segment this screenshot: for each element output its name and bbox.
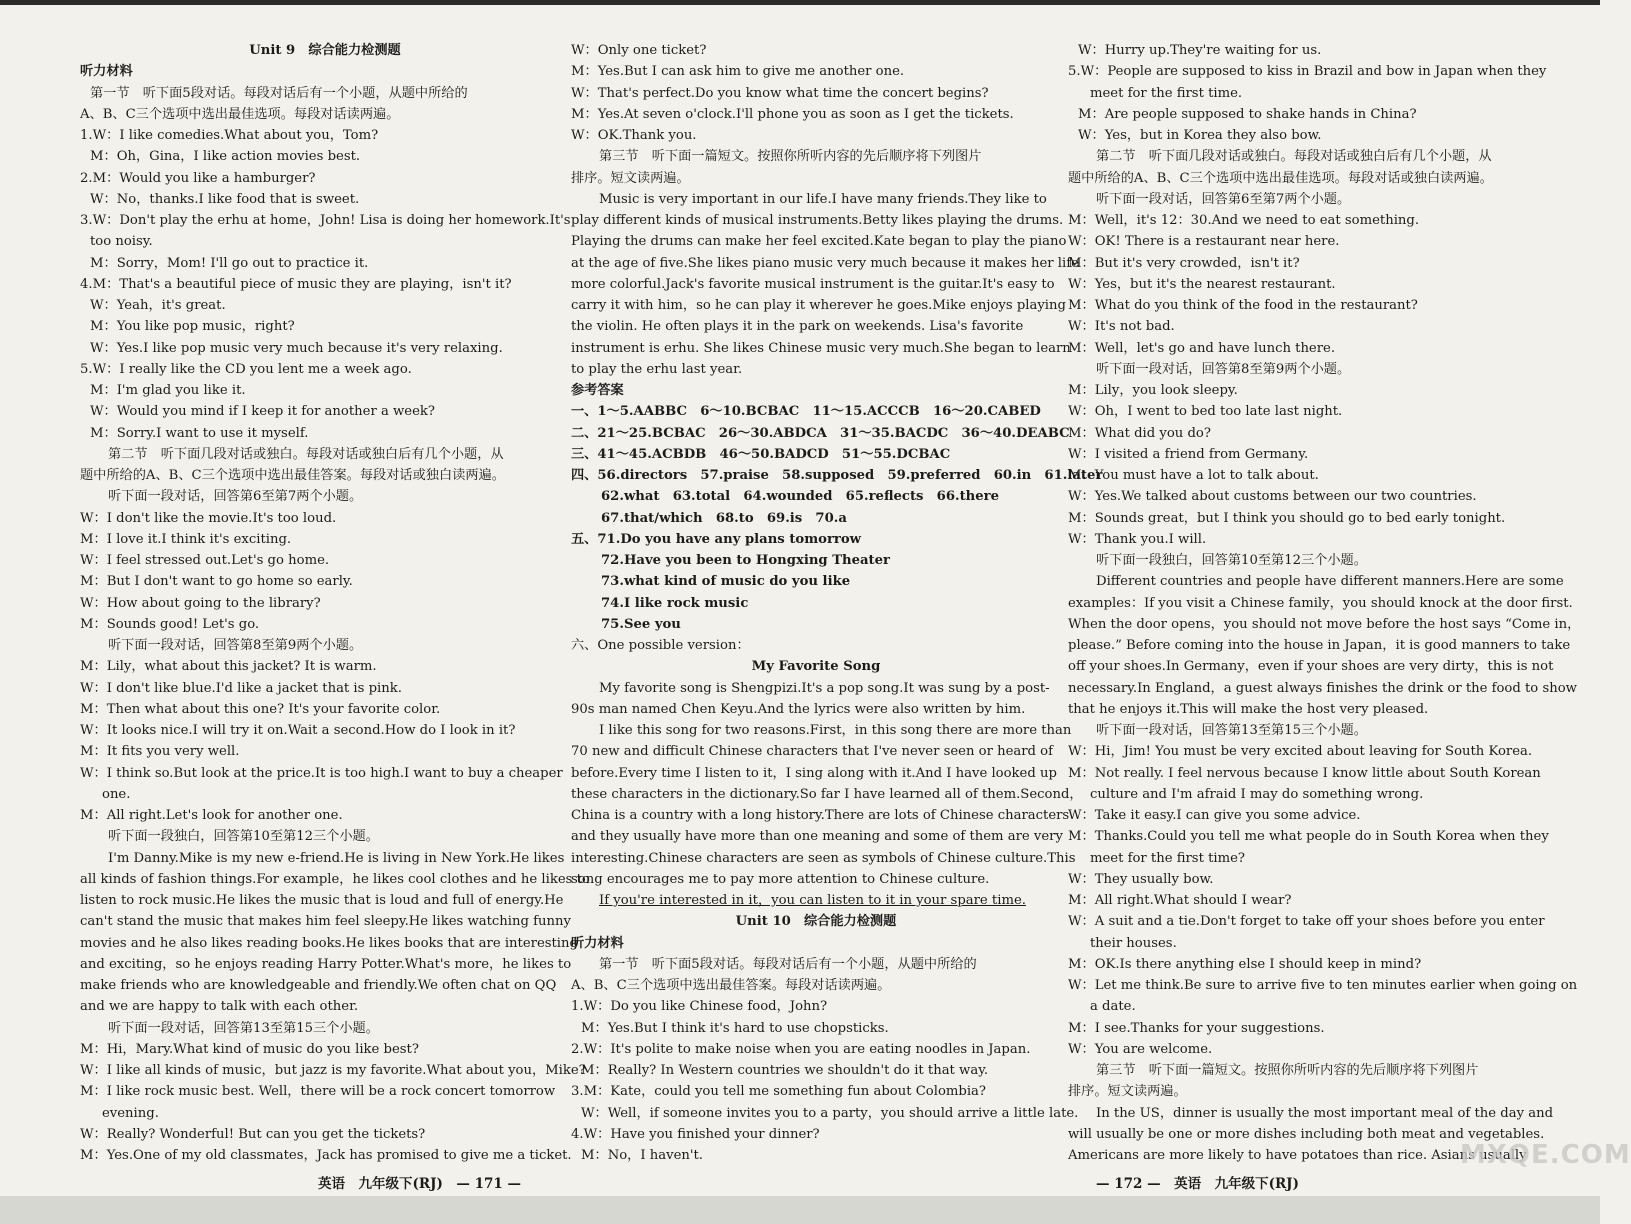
text-line: 5.W：People are supposed to kiss in Brazil and bow in Japan when they xyxy=(1068,64,1547,80)
text-line: China is a country with a long history.There are lots of Chinese characters xyxy=(571,808,1070,823)
text-line: 听下面一段独白，回答第10至第12三个小题。 xyxy=(1096,553,1367,568)
text-line: evening. xyxy=(102,1105,159,1121)
text-line: In the US，dinner is usually the most important meal of the day and xyxy=(1096,1105,1554,1121)
text-line: W：They usually bow. xyxy=(1068,871,1214,887)
scan-edge-bottom xyxy=(0,1196,1600,1224)
text-line: before.Every time I listen to it，I sing along with it.And I have looked up xyxy=(571,765,1057,781)
text-line: W：Yeah，it's great. xyxy=(90,298,226,313)
text-line: M：I love it.I think it's exciting. xyxy=(80,531,292,547)
text-line: M：OK.Is there anything else I should keep in mind? xyxy=(1068,956,1422,972)
text-line: W：Would you mind if I keep it for another a week? xyxy=(90,404,435,420)
text-line: My favorite song is Shengpizi.It's a pop song.It was sung by a post- xyxy=(599,680,1050,696)
text-line: necessary.In England，a guest always finishes the drink or the food to show xyxy=(1068,680,1577,696)
text-line: play different kinds of musical instruments.Betty likes playing the drums. xyxy=(571,213,1064,228)
text-line: W：It looks nice.I will try it on.Wait a second.How do I look in it? xyxy=(80,723,516,738)
text-line: 3.M：Kate，could you tell me something fun about Colombia? xyxy=(571,1084,986,1100)
text-line: M：I like rock music best. Well，there will be a rock concert tomorrow xyxy=(80,1084,556,1100)
footer-left: 英语 九年级下(RJ) — 171 — xyxy=(318,1176,521,1192)
text-line: 题中所给的A、B、C三个选项中选出最佳答案。每段对话或独白读两遍。 xyxy=(80,468,505,483)
text-line: 3.W：Don't play the erhu at home，John! Lisa is doing her homework.It's xyxy=(80,213,571,228)
text-line: M：Then what about this one? It's your favorite color. xyxy=(80,701,441,717)
text-line: 1.W：Do you like Chinese food，John? xyxy=(571,999,828,1015)
text-line: I'm Danny.Mike is my new e-friend.He is living in New York.He likes xyxy=(108,850,565,866)
text-line: 第二节 听下面几段对话或独白。每段对话或独白后有几个小题，从 xyxy=(1096,149,1492,165)
text-line: W：You are welcome. xyxy=(1068,1041,1213,1057)
text-line: listen to rock music.He likes the music that is loud and full of energy.He xyxy=(80,893,564,908)
text-line: M：What did you do? xyxy=(1068,425,1211,441)
text-line: M：No，I haven't. xyxy=(581,1148,703,1163)
text-line: W：Yes，but in Korea they also bow. xyxy=(1078,128,1322,143)
text-line: too noisy. xyxy=(90,234,153,250)
text-line: 2.W：It's polite to make noise when you are eating noodles in Japan. xyxy=(571,1041,1031,1057)
text-line: 90s man named Chen Keyu.And the lyrics were also written by him. xyxy=(571,701,1026,717)
text-line: examples：If you visit a Chinese family，you should knock at the door first. xyxy=(1068,595,1573,611)
text-line: 听下面一段独白，回答第10至第12三个小题。 xyxy=(108,829,379,845)
text-line: 75.See you xyxy=(601,616,681,632)
text-line: and exciting，so he enjoys reading Harry Potter.What's more，he likes to xyxy=(80,956,572,972)
text-line: more colorful.Jack's favorite musical instrument is the guitar.It's easy to xyxy=(571,276,1055,292)
text-line: Unit 10 综合能力检测题 xyxy=(735,914,897,930)
text-line: W：Yes.I like pop music very much because it's very relaxing. xyxy=(90,340,503,356)
text-line: M：All right.What should I wear? xyxy=(1068,893,1292,908)
text-line: M：All right.Let's look for another one. xyxy=(80,808,343,823)
text-line: 67.that/which 68.to 69.is 70.a xyxy=(601,510,847,526)
text-line: M：Oh，Gina，I like action movies best. xyxy=(90,149,361,165)
text-line: I like this song for two reasons.First，in this song there are more than xyxy=(599,723,1072,738)
text-line: W：No，thanks.I like food that is sweet. xyxy=(90,191,360,207)
text-line: 73.what kind of music do you like xyxy=(601,574,851,590)
text-line: W：How about going to the library? xyxy=(80,595,321,611)
column-left xyxy=(80,40,590,1166)
text-line: M：Really? In Western countries we shouldn't do it that way. xyxy=(581,1063,989,1078)
text-line: their houses. xyxy=(1090,935,1177,951)
text-line: and we are happy to talk with each other. xyxy=(80,999,359,1015)
text-line: meet for the first time. xyxy=(1090,85,1243,101)
text-line: W：Take it easy.I can give you some advice. xyxy=(1068,808,1361,823)
text-line: all kinds of fashion things.For example，he likes cool clothes and he likes to xyxy=(80,871,590,887)
text-line: M：Hi，Mary.What kind of music do you like best? xyxy=(80,1041,419,1057)
text-line: M：What do you think of the food in the restaurant? xyxy=(1068,298,1418,313)
text-line: 听力材料 xyxy=(80,64,133,80)
text-line: M：Well，let's go and have lunch there. xyxy=(1068,340,1336,356)
text-line: W：I visited a friend from Germany. xyxy=(1068,446,1309,462)
text-line: 二、21～25.BCBAC 26～30.ABDCA 31～35.BACDC 36～40.DEABC xyxy=(571,425,1070,441)
text-line: the violin. He often plays it in the park on weekends. Lisa's favorite xyxy=(571,319,1024,335)
text-line: W：It's not bad. xyxy=(1068,319,1175,335)
text-line: Playing the drums can make her feel excited.Kate began to play the piano xyxy=(571,234,1067,250)
text-line: When the door opens，you should not move before the host says “Come in， xyxy=(1068,616,1581,632)
text-line: W：OK.Thank you. xyxy=(571,128,697,143)
text-line: W：Hurry up.They're waiting for us. xyxy=(1078,43,1322,58)
text-line: 2.M：Would you like a hamburger? xyxy=(80,170,316,186)
text-line: can't stand the music that makes him feel sleepy.He likes watching funny xyxy=(80,914,571,930)
text-line: 题中所给的A、B、C三个选项中选出最佳选项。每段对话或独白读两遍。 xyxy=(1068,170,1493,186)
text-line: 五、71.Do you have any plans tomorrow xyxy=(571,531,862,547)
text-line: movies and he also likes reading books.He likes books that are interesting xyxy=(80,935,578,951)
text-line: M：I'm glad you like it. xyxy=(90,383,246,398)
text-line: 听下面一段对话，回答第8至第9两个小题。 xyxy=(1096,361,1351,377)
text-line: If you're interested in it，you can listen to it in your spare time. xyxy=(599,893,1026,908)
text-line: make friends who are knowledgeable and friendly.We often chat on QQ xyxy=(80,978,557,993)
text-line: 听下面一段对话，回答第6至第7两个小题。 xyxy=(1096,191,1351,207)
text-line: M：Yes.But I think it's hard to use chopsticks. xyxy=(581,1020,889,1036)
text-line: 5.W：I really like the CD you lent me a week ago. xyxy=(80,361,412,377)
text-line: W：I think so.But look at the price.It is too high.I want to buy a cheaper xyxy=(80,765,563,781)
text-line: W：I feel stressed out.Let's go home. xyxy=(80,553,330,568)
text-line: 4.M：That's a beautiful piece of music they are playing，isn't it? xyxy=(80,276,512,292)
text-line: 听下面一段对话，回答第8至第9两个小题。 xyxy=(108,638,363,653)
text-line: 四、56.directors 57.praise 58.supposed 59.preferred 60.in 61.later xyxy=(571,468,1103,483)
text-line: W：I don't like the movie.It's too loud. xyxy=(80,510,337,526)
text-line: W：Oh，I went to bed too late last night. xyxy=(1068,404,1343,420)
text-line: song encourages me to pay more attention to Chinese culture. xyxy=(571,871,990,887)
column-middle xyxy=(571,40,1103,1166)
text-line: M：Well，it's 12：30.And we need to eat something. xyxy=(1068,213,1420,228)
text-line: W：That's perfect.Do you know what time the concert begins? xyxy=(571,85,989,101)
text-line: Music is very important in our life.I have many friends.They like to xyxy=(599,191,1047,207)
text-line: M：But it's very crowded，isn't it? xyxy=(1068,255,1300,271)
scan-edge-top xyxy=(0,0,1600,5)
text-line: 第一节 听下面5段对话。每段对话后有一个小题，从题中所给的 xyxy=(90,85,468,101)
text-line: 1.W：I like comedies.What about you，Tom? xyxy=(80,128,379,143)
text-line: Americans are more likely to have potatoes than rice. Asians usually xyxy=(1068,1148,1527,1163)
text-line: M：You like pop music，right? xyxy=(90,319,295,335)
text-line: W：OK! There is a restaurant near here. xyxy=(1068,234,1340,250)
text-line: M：You must have a lot to talk about. xyxy=(1068,468,1319,483)
text-line: A、B、C三个选项中选出最佳答案。每段对话读两遍。 xyxy=(571,978,891,993)
text-line: a date. xyxy=(1090,999,1136,1015)
text-line: W：I like all kinds of music，but jazz is my favorite.What about you，Mike? xyxy=(80,1063,586,1078)
text-line: M：Lily，you look sleepy. xyxy=(1068,383,1238,398)
text-line: 4.W：Have you finished your dinner? xyxy=(571,1126,820,1142)
text-line: 听下面一段对话，回答第6至第7两个小题。 xyxy=(108,489,363,505)
text-line: W：I don't like blue.I'd like a jacket that is pink. xyxy=(80,680,402,696)
text-line: M：I see.Thanks for your suggestions. xyxy=(1068,1020,1325,1036)
text-line: 一、1～5.AABBC 6～10.BCBAC 11～15.ACCCB 16～20.CABED xyxy=(571,404,1041,420)
text-line: M：Yes.At seven o'clock.I'll phone you as soon as I get the tickets. xyxy=(571,106,1014,122)
text-line: these characters in the dictionary.So far I have learned all of them.Second， xyxy=(571,786,1083,802)
text-line: 排序。短文读两遍。 xyxy=(571,170,690,186)
text-line: W：A suit and a tie.Don't forget to take off your shoes before you enter xyxy=(1068,914,1545,930)
text-line: W：Yes，but it's the nearest restaurant. xyxy=(1068,276,1336,292)
text-line: 第二节 听下面几段对话或独白。每段对话或独白后有几个小题，从 xyxy=(108,446,504,462)
text-line: 第三节 听下面一篇短文。按照你所听内容的先后顺序将下列图片 xyxy=(599,149,982,165)
text-line: W：Well，if someone invites you to a party，you should arrive a little late. xyxy=(581,1105,1079,1121)
watermark-logo: MXQE.COM xyxy=(1460,1140,1631,1170)
text-line: 74.I like rock music xyxy=(601,595,749,611)
text-line: M：Sorry，Mom! I'll go out to practice it. xyxy=(90,255,369,271)
text-line: 70 new and difficult Chinese characters that I've never seen or heard of xyxy=(571,744,1053,760)
text-line: 参考答案 xyxy=(571,383,624,398)
text-line: W：Thank you.I will. xyxy=(1068,531,1207,547)
text-line: W：Hi，Jim! You must be very excited about leaving for South Korea. xyxy=(1068,744,1533,760)
text-line: M：But I don't want to go home so early. xyxy=(80,574,353,590)
text-line: M：Yes.One of my old classmates，Jack has promised to give me a ticket. xyxy=(80,1148,572,1163)
text-line: W：Only one ticket? xyxy=(571,43,707,58)
text-line: that he enjoys it.This will make the host very pleased. xyxy=(1068,701,1429,717)
text-line: Unit 9 综合能力检测题 xyxy=(249,43,401,58)
text-line: culture and I'm afraid I may do something wrong. xyxy=(1090,786,1424,802)
text-line: W：Really? Wonderful! But can you get the tickets? xyxy=(80,1126,426,1142)
text-line: at the age of five.She likes piano music very much because it makes her life xyxy=(571,255,1079,271)
text-line: M：Yes.But I can ask him to give me another one. xyxy=(571,64,905,80)
text-line: My Favorite Song xyxy=(751,659,881,675)
text-line: will usually be one or more dishes including both meat and vegetables. xyxy=(1068,1126,1545,1142)
text-line: 听下面一段对话，回答第13至第15三个小题。 xyxy=(108,1020,379,1036)
text-line: 第三节 听下面一篇短文。按照你所听内容的先后顺序将下列图片 xyxy=(1096,1063,1479,1078)
text-line: one. xyxy=(102,786,131,802)
text-line: M：It fits you very well. xyxy=(80,744,240,760)
text-line: 72.Have you been to Hongxing Theater xyxy=(601,553,890,568)
text-line: Different countries and people have different manners.Here are some xyxy=(1096,574,1564,590)
text-line: please.” Before coming into the house in Japan，it is good manners to take xyxy=(1068,638,1571,653)
text-line: A、B、C三个选项中选出最佳选项。每段对话读两遍。 xyxy=(80,106,400,122)
text-line: 听力材料 xyxy=(571,935,624,951)
text-line: 第一节 听下面5段对话。每段对话后有一个小题，从题中所给的 xyxy=(599,956,977,972)
text-line: M：Sounds great，but I think you should go to bed early tonight. xyxy=(1068,510,1506,526)
text-line: 62.what 63.total 64.wounded 65.reflects 66.there xyxy=(601,489,1000,505)
text-line: instrument is erhu. She likes Chinese music very much.She began to learn xyxy=(571,340,1071,356)
text-line: to play the erhu last year. xyxy=(571,361,743,377)
text-line: meet for the first time? xyxy=(1090,850,1245,866)
text-line: 听下面一段对话，回答第13至第15三个小题。 xyxy=(1096,723,1367,738)
text-line: W：Yes.We talked about customs between our two countries. xyxy=(1068,489,1477,505)
text-line: M：Sorry.I want to use it myself. xyxy=(90,425,309,441)
text-line: 三、41～45.ACBDB 46～50.BADCD 51～55.DCBAC xyxy=(571,446,951,462)
text-line: M：Thanks.Could you tell me what people do in South Korea when they xyxy=(1068,829,1549,845)
text-line: 排序。短文读两遍。 xyxy=(1068,1084,1187,1100)
text-line: off your shoes.In Germany，even if your shoes are very dirty，this is not xyxy=(1068,659,1554,675)
text-line: M：Sounds good! Let's go. xyxy=(80,616,260,632)
text-line: and they usually have more than one meaning and some of them are very xyxy=(571,829,1063,845)
footer-right: — 172 — 英语 九年级下(RJ) xyxy=(1096,1176,1299,1192)
text-line: 六、One possible version： xyxy=(571,638,750,653)
text-line: W：Let me think.Be sure to arrive five to ten minutes earlier when going on xyxy=(1068,978,1578,993)
text-line: M：Are people supposed to shake hands in China? xyxy=(1078,106,1417,122)
text-line: M：Not really. I feel nervous because I know little about South Korean xyxy=(1068,765,1541,781)
text-line: interesting.Chinese characters are seen as symbols of Chinese culture.This xyxy=(571,850,1076,866)
text-line: carry it with him，so he can play it wherever he goes.Mike enjoys playing xyxy=(571,298,1066,313)
text-line: M：Lily，what about this jacket? It is warm. xyxy=(80,659,377,675)
